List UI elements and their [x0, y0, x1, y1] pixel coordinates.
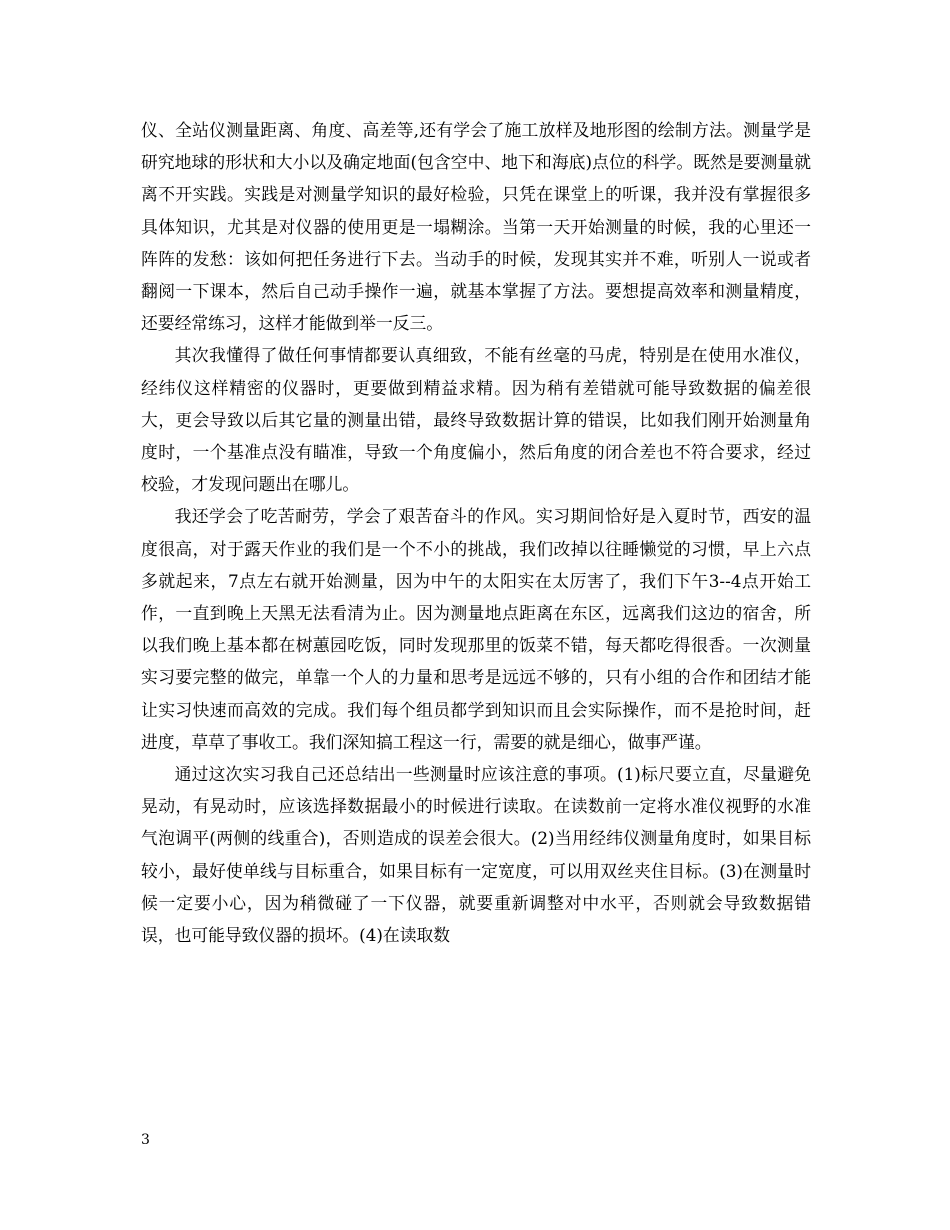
paragraph-3: 我还学会了吃苦耐劳，学会了艰苦奋斗的作风。实习期间恰好是入夏时节，西安的温度很高，对于露天作业的我们是一个不小的挑战，我们改掉以往睡懒觉的习惯，早上六点多就起来，7点左右就开始测量，因为中午的太阳实在太厉害了，我们下午3--4点开始工作，一直到晚上天黑无法看清为止。因为测量地点距离在东区，远离我们这边的宿舍，所以我们晚上基本都在树蕙园吃饭，同时发现那里的饭菜不错，每天都吃得很香。一次测量实习要完整的做完，单靠一个人的力量和思考是远远不够的，只有小组的合作和团结才能让实习快速而高效的完成。我们每个组员都学到知识而且会实际操作，而不是抢时间，赶进度，草草了事收工。我们深知搞工程这一行，需要的就是细心，做事严谨。	[141, 506, 811, 752]
body-text	[141, 114, 811, 951]
paragraph-2: 其次我懂得了做任何事情都要认真细致，不能有丝毫的马虎，特别是在使用水准仪，经纬仪这样精密的仪器时，更要做到精益求精。因为稍有差错就可能导致数据的偏差很大，更会导致以后其它量的测量出错，最终导致数据计算的错误，比如我们刚开始测量角度时，一个基准点没有瞄准，导致一个角度偏小，然后角度的闭合差也不符合要求，经过校验，才发现问题出在哪儿。	[141, 345, 811, 495]
paragraph-4: 通过这次实习我自己还总结出一些测量时应该注意的事项。(1)标尺要立直，尽量避免晃动，有晃动时，应该选择数据最小的时候进行读取。在读数前一定将水准仪视野的水准气泡调平(两侧的线重合)，否则造成的误差会很大。(2)当用经纬仪测量角度时，如果目标较小，最好使单线与目标重合，如果目标有一定宽度，可以用双丝夹住目标。(3)在测量时候一定要小心，因为稍微碰了一下仪器，就要重新调整对中水平，否则就会导致数据错误，也可能导致仪器的损坏。(4)在读取数	[141, 764, 811, 946]
page-number: 3	[141, 1132, 150, 1148]
paragraph-1: 仪、全站仪测量距离、角度、高差等,还有学会了施工放样及地形图的绘制方法。测量学是研究地球的形状和大小以及确定地面(包含空中、地下和海底)点位的科学。既然是要测量就离不开实践。实践是对测量学知识的最好检验，只凭在课堂上的听课，我并没有掌握很多具体知识，尤其是对仪器的使用更是一塌糊涂。当第一天开始测量的时候，我的心里还一阵阵的发愁：该如何把任务进行下去。当动手的时候，发现其实并不难，听别人一说或者翻阅一下课本，然后自己动手操作一遍，就基本掌握了方法。要想提高效率和测量精度，还要经常练习，这样才能做到举一反三。	[141, 120, 811, 334]
